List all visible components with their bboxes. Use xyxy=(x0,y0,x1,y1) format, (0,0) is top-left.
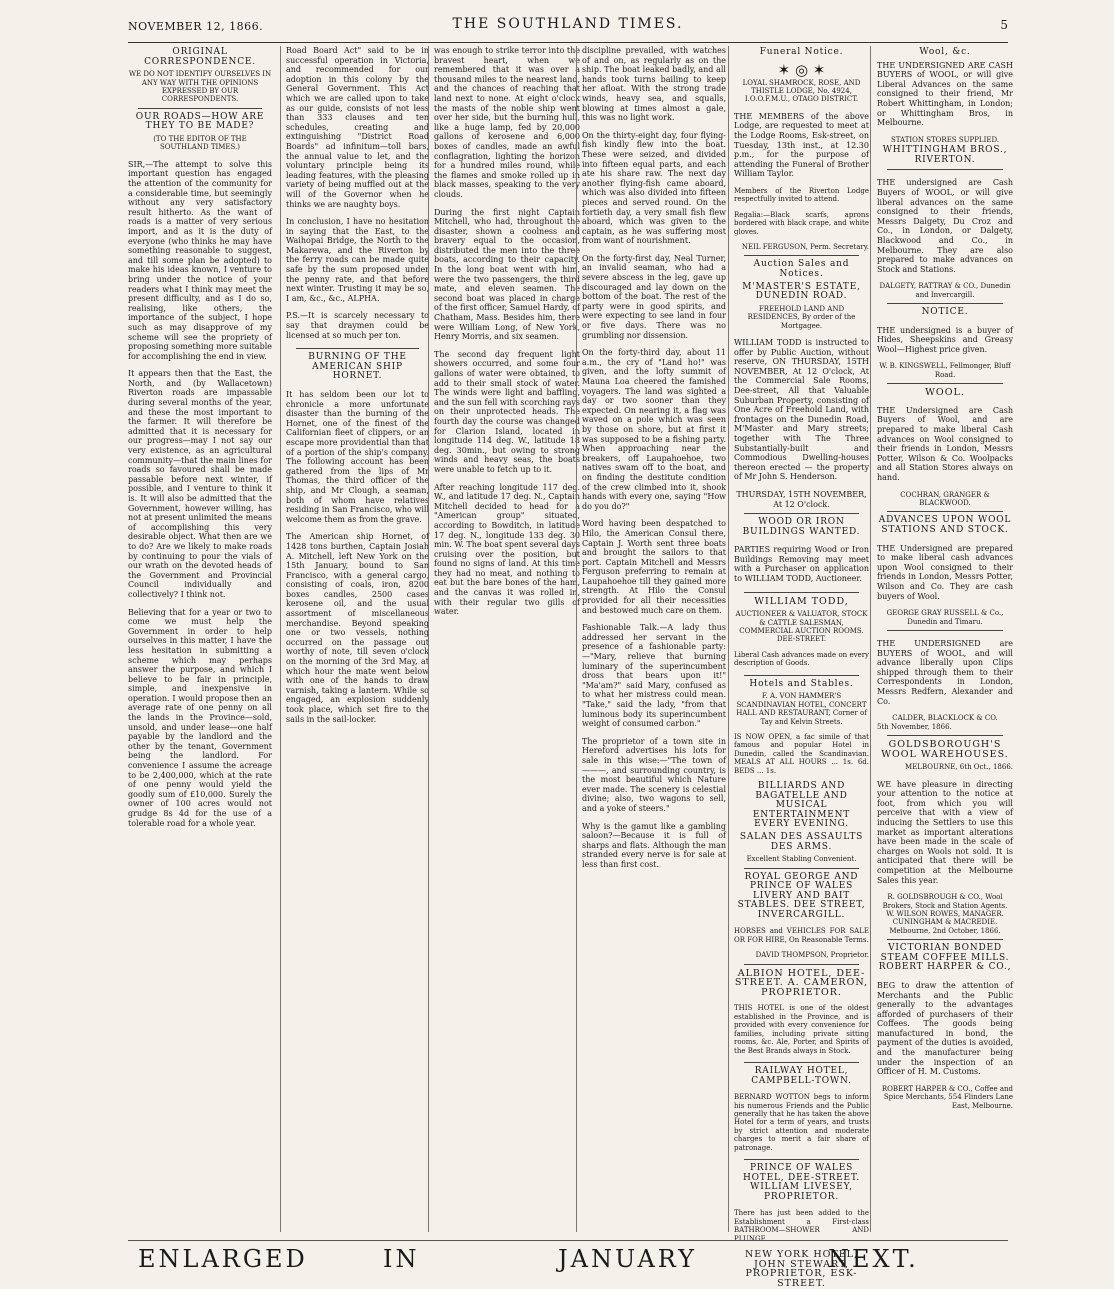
lodge-emblem-icon: ✶ ◎ ✶ xyxy=(777,60,826,79)
ad-signature: CALDER, BLACKLOCK & CO. xyxy=(892,714,998,723)
ad-signature: W. WILSON ROWES, MANAGER. CUNINGHAM & MACREDIE. Melbourne, 2nd October, 1866. xyxy=(886,909,1004,935)
ad-title: NEW YORK HOTEL, JOHN STEWART, PROPRIETOR, ESK-STREET. xyxy=(744,1248,859,1289)
divider xyxy=(296,348,419,349)
letter-addressee: (TO THE EDITOR OF THE SOUTHLAND TIMES.) xyxy=(153,135,247,152)
ad-body: BERNARD WOTTON begs to inform his numerous Friends and the Public generally that he has taken the above Hotel for a term of years, and trusts by strict attention and moderate charges to merit a fair share of patronage. xyxy=(734,1093,869,1152)
section-heading: Auction Sales and Notices. xyxy=(753,259,850,279)
ad-body: PARTIES requiring Wood or Iron Buildings Removing may meet with a Purchaser on application to WILLIAM TODD, Auctioneer. xyxy=(734,545,869,584)
article-paragraph: The second day frequent light showers occurred, and some four gallons of water were obtained, to add to their small stock of water. The winds were light and baffling, and the sun fell with scorching rays on their unprotected heads. The fourth day the course was changed for Clarion Island, located in longitude 114 deg. W., latitude 18 deg. 30min., but owing to strong winds and heavy seas, the boats were unable to fetch up to it. xyxy=(434,349,580,474)
ad-body: THE UNDERSIGNED ARE CASH BUYERS of WOOL, or will give Liberal Advances on the same consigned to their friend, Mr Robert Whittingham, in London; or Whittingham Bros, in Melbourne. xyxy=(877,60,1013,128)
divider xyxy=(887,383,1003,384)
ad-signature: DALGETY, RATTRAY & CO., Dunedin and Invercargill. xyxy=(879,282,1011,299)
ad-title: BILLIARDS AND BAGATELLE AND MUSICAL ENTERTAINMENT EVERY EVENING. xyxy=(752,780,851,830)
ad-title: WILLIAM TODD, xyxy=(754,595,849,607)
ad-body: THE Undersigned are Cash Buyers of Wool, and are prepared to make liberal Cash advances on Wool consigned to their friends in London, Messrs Potter, Wilson & Co. Woolpacks and all Station Stores always on hand. xyxy=(877,405,1013,483)
article-paragraph: On the forty-first day, Neal Turner, an invalid seaman, who had a severe abscess in the leg, gave up discouraged and lay down on the bottom of the boat. The rest of the party were in good spirits, and were expecting to see land in four or five days. There was no grumbling nor dissension. xyxy=(582,253,726,340)
lodge-name: LOYAL SHAMROCK, ROSE, AND THISTLE LODGE, No. 4924, I.O.O.F.M.U., OTAGO DISTRICT. xyxy=(742,78,861,104)
footer-word: JANUARY xyxy=(558,1245,697,1273)
article-paragraph: Why is the gamut like a gambling saloon?—Because it is full of sharps and flats. Although the man stranded every nerve is for sale at less than first cost. xyxy=(582,821,726,869)
notice-body: Members of the Riverton Lodge respectfully invited to attend. xyxy=(734,186,869,204)
section-heading: Wool, &c. xyxy=(919,47,971,57)
ad-body: THE Undersigned are prepared to make liberal cash advances upon Wool consigned to their friends in London, Messrs Potter, Wilson and Co. They are cash buyers of Wool. xyxy=(877,543,1013,601)
divider xyxy=(744,1062,859,1063)
article-paragraph: The American ship Hornet, of 1428 tons burthen, Captain Josiah A. Mitchell, left New York on the 15th January, bound to San Francisco, with a general cargo, consisting of coals, iron, 8200 boxes candles, 2500 cases kerosene oil, and the usual assortment of miscellaneous merchandise. Beyond speaking one or two vessels, nothing occurred on the passage out worthy of note, till seven o'clock on the morning of the 3rd May, at which hour the mate went below with one of the hands to draw varnish, taking a lantern. While so engaged, an explosion suddenly took place, which set fire to the sails in the sail-locker. xyxy=(286,532,429,724)
column-6 xyxy=(870,46,1013,1232)
ad-signature: DAVID THOMPSON, Proprietor. xyxy=(755,951,869,960)
divider xyxy=(744,255,859,256)
ad-title: ADVANCES UPON WOOL STATIONS AND STOCK. xyxy=(878,515,1012,536)
article-paragraph: SIR,—The attempt to solve this important question has engaged the attention of the community for a considerable time, but seemingly without any very satisfactory result hitherto. As the want of roads is a matter of very serious import, and as it is the duty of everyone (who thinks he may have something reasonable to suggest, and till some plan be adopted) to make his ideas known, I venture to bring under the notice of your readers what I think may meet the present difficulty, and as I do so, realising, like others, the importance of the subject, I hope such as may disapprove of my scheme will see the propriety of proposing something more suitable for accomplishing the end in view. xyxy=(128,159,272,361)
ad-title: F. A. VON HAMMER'S SCANDINAVIAN HOTEL, CONCERT HALL AND RESTAURANT, Corner of Tay and Kelvin Streets. xyxy=(736,692,867,726)
column-3 xyxy=(428,46,585,1232)
ad-signature: WHITTINGHAM BROS., RIVERTON. xyxy=(882,145,1008,165)
article-paragraph: was enough to strike terror into the bravest heart, when we remembered that it was over a thousand miles to the nearest land, and the chances of reaching that land next to none. At eight o'clock the masts of the noble ship went over her side, but the burning hull, like a huge lamp, fed by 20,000 gallons of kerosene and 6,000 boxes of candles, made an awful conflagration, lighting the horizon for a hundred miles round, while the flames and smoke rolled up in black masses, speaking to the very clouds. xyxy=(434,46,580,199)
divider xyxy=(138,108,262,109)
column-2 xyxy=(280,46,434,1232)
ad-date: 5th November, 1866. xyxy=(877,722,952,731)
article-paragraph: Word having been despatched to Hilo, the American Consul there, Captain J. Worth sent three boats and brought the sailors to that port. Captain Mitchell and Messrs Ferguson preferring to remain at Laupahoehoe till they gained more strength. At Hilo the Consul provided for all their necessities and bestowed much care on them. xyxy=(582,519,726,615)
notice-body: Regalia:—Black scarfs, aprons bordered with black crape, and white gloves. xyxy=(734,210,869,236)
column-1 xyxy=(128,46,277,1232)
ad-title: WOOD OR IRON BUILDINGS WANTED. xyxy=(742,517,861,537)
ad-body: HORSES and VEHICLES FOR SALE OR FOR HIRE, On Reasonable Terms. xyxy=(734,927,869,944)
article-paragraph: It has seldom been our lot to chronicle a more unfortunate disaster than the burning of the Hornet, one of the finest of the Californian fleet of clippers, or an escape more providential than that of a portion of the ship's company. The following account has been gathered from the lips of Mr Thomas, the third officer of the ship, and Mr Clough, a seaman, both of whom have relatives residing in San Francisco, who will welcome them as from the grave. xyxy=(286,390,429,524)
notice-signature: NEIL FERGUSON, Perm. Secretary. xyxy=(741,243,869,251)
ad-subtitle: FREEHOLD LAND AND RESIDENCES, By order of the Mortgagee. xyxy=(747,304,856,330)
ad-note: Excellent Stabling Convenient. xyxy=(746,855,857,864)
ad-title: M'MASTER'S ESTATE, DUNEDIN ROAD. xyxy=(742,281,861,302)
letter-title: OUR ROADS—HOW ARE THEY TO BE MADE? xyxy=(135,111,265,132)
notice-body: THE MEMBERS of the above Lodge, are requested to meet at the Lodge Rooms, Esk-street, on Tuesday, 13th inst., at 12.30 p.m., for the purpose of attending the Funeral of Brother William Taylor. xyxy=(734,111,869,179)
ad-body: WE have pleasure in directing your attention to the notice at foot, from which you will perceive that with a view of inducing the Settlers to use this market as important alterations have been made in the scale of charges on Wools not sold. It is anticipated that there will be competition at the Melbourne Sales this year. xyxy=(877,779,1013,885)
ad-body: THIS HOTEL is one of the oldest established in the Province, and is provided with every convenience for families, including private sitting rooms, &c. Ale, Porter, and Spirits of the Best Brands always in Stock. xyxy=(734,1004,869,1055)
ad-title: WOOL. xyxy=(925,387,965,399)
article-paragraph: On the forty-third day, about 11 a.m., the cry of "Land ho!" was given, and the lofty summit of Mauna Loa cheered the famished voyagers. The land was sighted a day or two sooner than they expected. On nearing it, a flag was waved on a pole which was seen by those on shore, but at first it was supposed to be a fishing party. When approaching near the breakers, off Laupahoehoe, two natives swam off to the boat, and on finding the destitute condition of the crew climbed into it, shook hands with every one, saying "How do you do?" xyxy=(582,348,726,511)
ad-signature: W. B. KINGSWELL, Fellmonger, Bluff Road. xyxy=(879,362,1011,379)
article-postscript: P.S.—It is scarcely necessary to say that draymen could be licensed at so much per ton. xyxy=(286,311,429,340)
divider xyxy=(887,630,1003,631)
ad-note: STATION STORES SUPPLIED. xyxy=(890,135,1000,144)
article-paragraph: During the first night Captain Mitchell, who had, throughout the disaster, shown a coolness and bravery equal to the occasion, distributed the men into the three boats, according to their capacity. In the long boat went with him, were the two passengers, the third mate, and eleven seamen. The second boat was placed in charge of the first officer, Samuel Hardy, of Chatham, Mass. Besides him, there were William Long, of New York, Henry Morris, and six seamen. xyxy=(434,207,580,342)
ad-title: ALBION HOTEL, DEE-STREET. A. CAMERON, PROPRIETOR. xyxy=(734,967,869,998)
divider xyxy=(887,169,1003,170)
newspaper-title: THE SOUTHLAND TIMES. xyxy=(452,16,684,32)
divider xyxy=(744,592,859,593)
ad-signature: R. GOLDSBROUGH & CO., Wool Brokers, Stock and Station Agents. xyxy=(882,893,1008,910)
ad-title: VICTORIAN BONDED STEAM COFFEE MILLS. ROBERT HARPER & CO., xyxy=(878,943,1012,973)
article-paragraph: In conclusion, I have no hesitation in saying that the East, to the Waihopai Bridge, the North to the Makarewa, and the Riverton by the ferry roads can be made quite safe by the sum proposed under the penny rate, and that before next winter. Trusting it may be so, I am, &c., &c., ALPHA. xyxy=(286,217,429,303)
ad-signature: ROBERT HARPER & CO., Coffee and Spice Merchants, 554 Flinders Lane East, Melbourne. xyxy=(881,1084,1013,1110)
footer-word: ENLARGED xyxy=(138,1245,308,1273)
footer-banner xyxy=(128,1240,1008,1275)
column-4 xyxy=(576,46,731,1232)
ad-title: PRINCE OF WALES HOTEL, DEE-STREET. WILLIAM LIVESEY, PROPRIETOR. xyxy=(742,1162,861,1202)
article-paragraph: Fashionable Talk.—A lady thus addressed her servant in the presence of a fashionable party:—"Mary, relieve that burning luminary of the superincumbent dross that bears upon it!" "Ma'am?" said Mary, confused as to what her mistress could mean. "Take," said the lady, "from that luminous body its superincumbent weight of consumed carbon." xyxy=(582,623,726,729)
divider xyxy=(887,303,1003,304)
footer-word: IN xyxy=(383,1245,420,1273)
article-heading: BURNING OF THE AMERICAN SHIP HORNET. xyxy=(308,352,407,382)
divider xyxy=(744,1159,859,1160)
section-heading: Funeral Notice. xyxy=(759,47,844,57)
ad-title: GOLDSBOROUGH'S WOOL WAREHOUSES. xyxy=(881,738,1009,760)
ad-signature: GEORGE GRAY RUSSELL & Co., Dunedin and Timaru. xyxy=(886,609,1004,626)
ad-title: RAILWAY HOTEL, CAMPBELL-TOWN. xyxy=(751,1065,852,1086)
divider xyxy=(887,939,1003,940)
ad-body: BEG to draw the attention of Merchants and the Public generally to the advantages afforded of purchasers of their Coffees. The goods being manufactured in bond, the payment of the duties is avoided, and the manufacturer being under the inspection of an Officer of H. M. Customs. xyxy=(877,980,1013,1077)
ad-signature: COCHRAN, GRANGER & BLACKWOOD. xyxy=(900,490,990,508)
disclaimer: WE DO NOT IDENTIFY OURSELVES IN ANY WAY WITH THE OPINIONS EXPRESSED BY OUR CORRESPONDENTS. xyxy=(128,70,272,104)
ad-body: WILLIAM TODD is instructed to offer by Public Auction, without reserve, ON THURSDAY, 15TH NOVEMBER, At 12 O'clock, At the Commercial Sale Rooms, Dee-street, All that Valuable Suburban Property, consisting of One Acre of Freehold Land, with frontages on the Dunedin Road, M'Master and Mary streets; together with The Three Substantially-built and Commodious Dwelling-houses thereon erected — the property of Mr John S. Henderson. xyxy=(734,338,869,482)
article-paragraph: On the thirty-eight day, four flying-fish kindly flew into the boat. These were seized, and divided into fifteen equal parts, and each ate his share raw. The next day another flying-fish came aboard, which was also divided into fifteen pieces and served round. On the fortieth day, a very small fish flew aboard, which was given to the captain, as he was suffering most from want of nourishment. xyxy=(582,130,726,246)
article-paragraph: Believing that for a year or two to come we must help the Government in order to help ourselves in this matter, I have the less hesitation in submitting a scheme which may perhaps answer the purpose, and which I believe to be fair in principle, simple, and inexpensive in operation. I would propose then an average rate of one penny on all the lands in the Province—sold, unsold, and under lease—one half payable by the landlord and the other by the tenant, Government being the landlord. For convenience I assume the acreage to be 2,400,000, which at the rate of one penny would yield the goodly sum of £10,000. Surely the owner of 100 acres would not grudge 8s 4d for the use of a tolerable road for a whole year. xyxy=(128,607,272,828)
ad-body: There has just been added to the Establishment a First-class BATHROOM—SHOWER AND PLUNGE. xyxy=(734,1209,869,1243)
ad-body: THE UNDERSIGNED are BUYERS of WOOL, and will advance liberally upon Clips shipped through them to their Correspondents in London, Messrs Redfern, Alexander and Co. xyxy=(877,639,1013,706)
divider xyxy=(744,964,859,965)
ad-title: SALAN DES ASSAULTS DES ARMS. xyxy=(739,831,864,852)
article-paragraph: The proprietor of a town site in Hereford advertises his lots for sale in this wise:—"The town of ———, and surrounding country, is the most beautiful which Nature ever made. The scenery is celestial divine; also, two wagons to sell, and a yoke of steers." xyxy=(582,736,726,813)
article-paragraph: After reaching longitude 117 deg. W., and latitude 17 deg. N., Captain Mitchell decided to head for a "American group" situated, according to Bowditch, in latitude 17 deg. N., longitude 133 deg. 30 min. W. The boat spent several days cruising over the position, but found no signs of land. At this time they had no meat, and nothing to eat but the bare bones of the ham, and the canvas it was rolled in, with their regular two gills of water. xyxy=(434,482,580,617)
page-number: 5 xyxy=(1000,18,1008,32)
article-paragraph: It appears then that the East, the North, and (by Wallacetown) Riverton roads are impassable during several months of the year, and these the most important to the farmer. It will therefore be admitted that it is necessary for our progress—may I not say our very existence, as an agricultural community—that the main lines for roads so favoured shall be made passable before next winter, if possible, and I venture to think it is. It will also be admitted that the Government, however willing, has not at present unlimited the means of accomplishing this very desirable object. What then are we to do? Are we likely to make roads by continuing to pour the vials of our wrath on the devoted heads of the Government and Provincial Council individually and collectively? I think not. xyxy=(128,369,272,599)
ad-body: THE undersigned are Cash Buyers of WOOL, or will give liberal advances on the same consigned to their friends, Messrs Dalgety, Du Croz and Co., in London, or Dalgety, Blackwood and Co., in Melbourne. They are also prepared to make advances on Stock and Stations. xyxy=(877,178,1013,274)
ad-body: IS NOW OPEN, a fac simile of that famous and popular Hotel in Dunedin, called the Scandinavian. MEALS AT ALL HOURS ... 1s. 6d. BEDS ... 1s. xyxy=(734,732,869,775)
section-heading: Hotels and Stables. xyxy=(749,678,854,689)
ad-body: THE undersigned is a buyer of Hides, Sheepskins and Greasy Wool—Highest price given. xyxy=(877,325,1013,354)
issue-date: NOVEMBER 12, 1866. xyxy=(128,20,264,33)
divider xyxy=(744,513,859,514)
ad-title: ROYAL GEORGE AND PRINCE OF WALES LIVERY AND BAIT STABLES. DEE STREET, INVERCARGILL. xyxy=(737,871,866,920)
ad-subtitle: AUCTIONEER & VALUATOR, STOCK & CATTLE SALESMAN, COMMERCIAL AUCTION ROOMS. DEE-STREET. xyxy=(735,610,868,644)
ad-date: THURSDAY, 15TH NOVEMBER, At 12 O'clock. xyxy=(736,489,867,509)
divider xyxy=(744,675,859,676)
section-heading: ORIGINAL CORRESPONDENCE. xyxy=(144,47,256,67)
ad-title: NOTICE. xyxy=(921,307,969,318)
masthead xyxy=(128,14,1008,43)
divider xyxy=(887,735,1003,736)
article-paragraph: discipline prevailed, with watches of and on, as regularly as on the ship. The boat leaked badly, and all hands took turns bailing to keep her afloat. With the strong trade winds, heavy sea, and squalls, blowing at times almost a gale, this was no light work. xyxy=(582,46,726,123)
ad-body: Liberal Cash advances made on every description of Goods. xyxy=(734,650,869,668)
divider xyxy=(744,868,859,869)
footer-word: NEXT. xyxy=(828,1245,919,1273)
ad-date: MELBOURNE, 6th Oct., 1866. xyxy=(905,763,1013,772)
divider xyxy=(887,511,1003,512)
article-paragraph: Road Board Act" said to be in successful operation in Victoria, and recommended for our adoption in this colony by the General Government. This Act which we are called upon to take as our guide, consists of not less than 333 clauses and ten schedules, creating and extinguishing "District Road Boards" ad infinitum—toll bars, the annual value to let, and the voluntary principle being its leading features, with the pleasing variety of being muffled out at the will of the Governor when he thinks we are naughty boys. xyxy=(286,46,429,209)
